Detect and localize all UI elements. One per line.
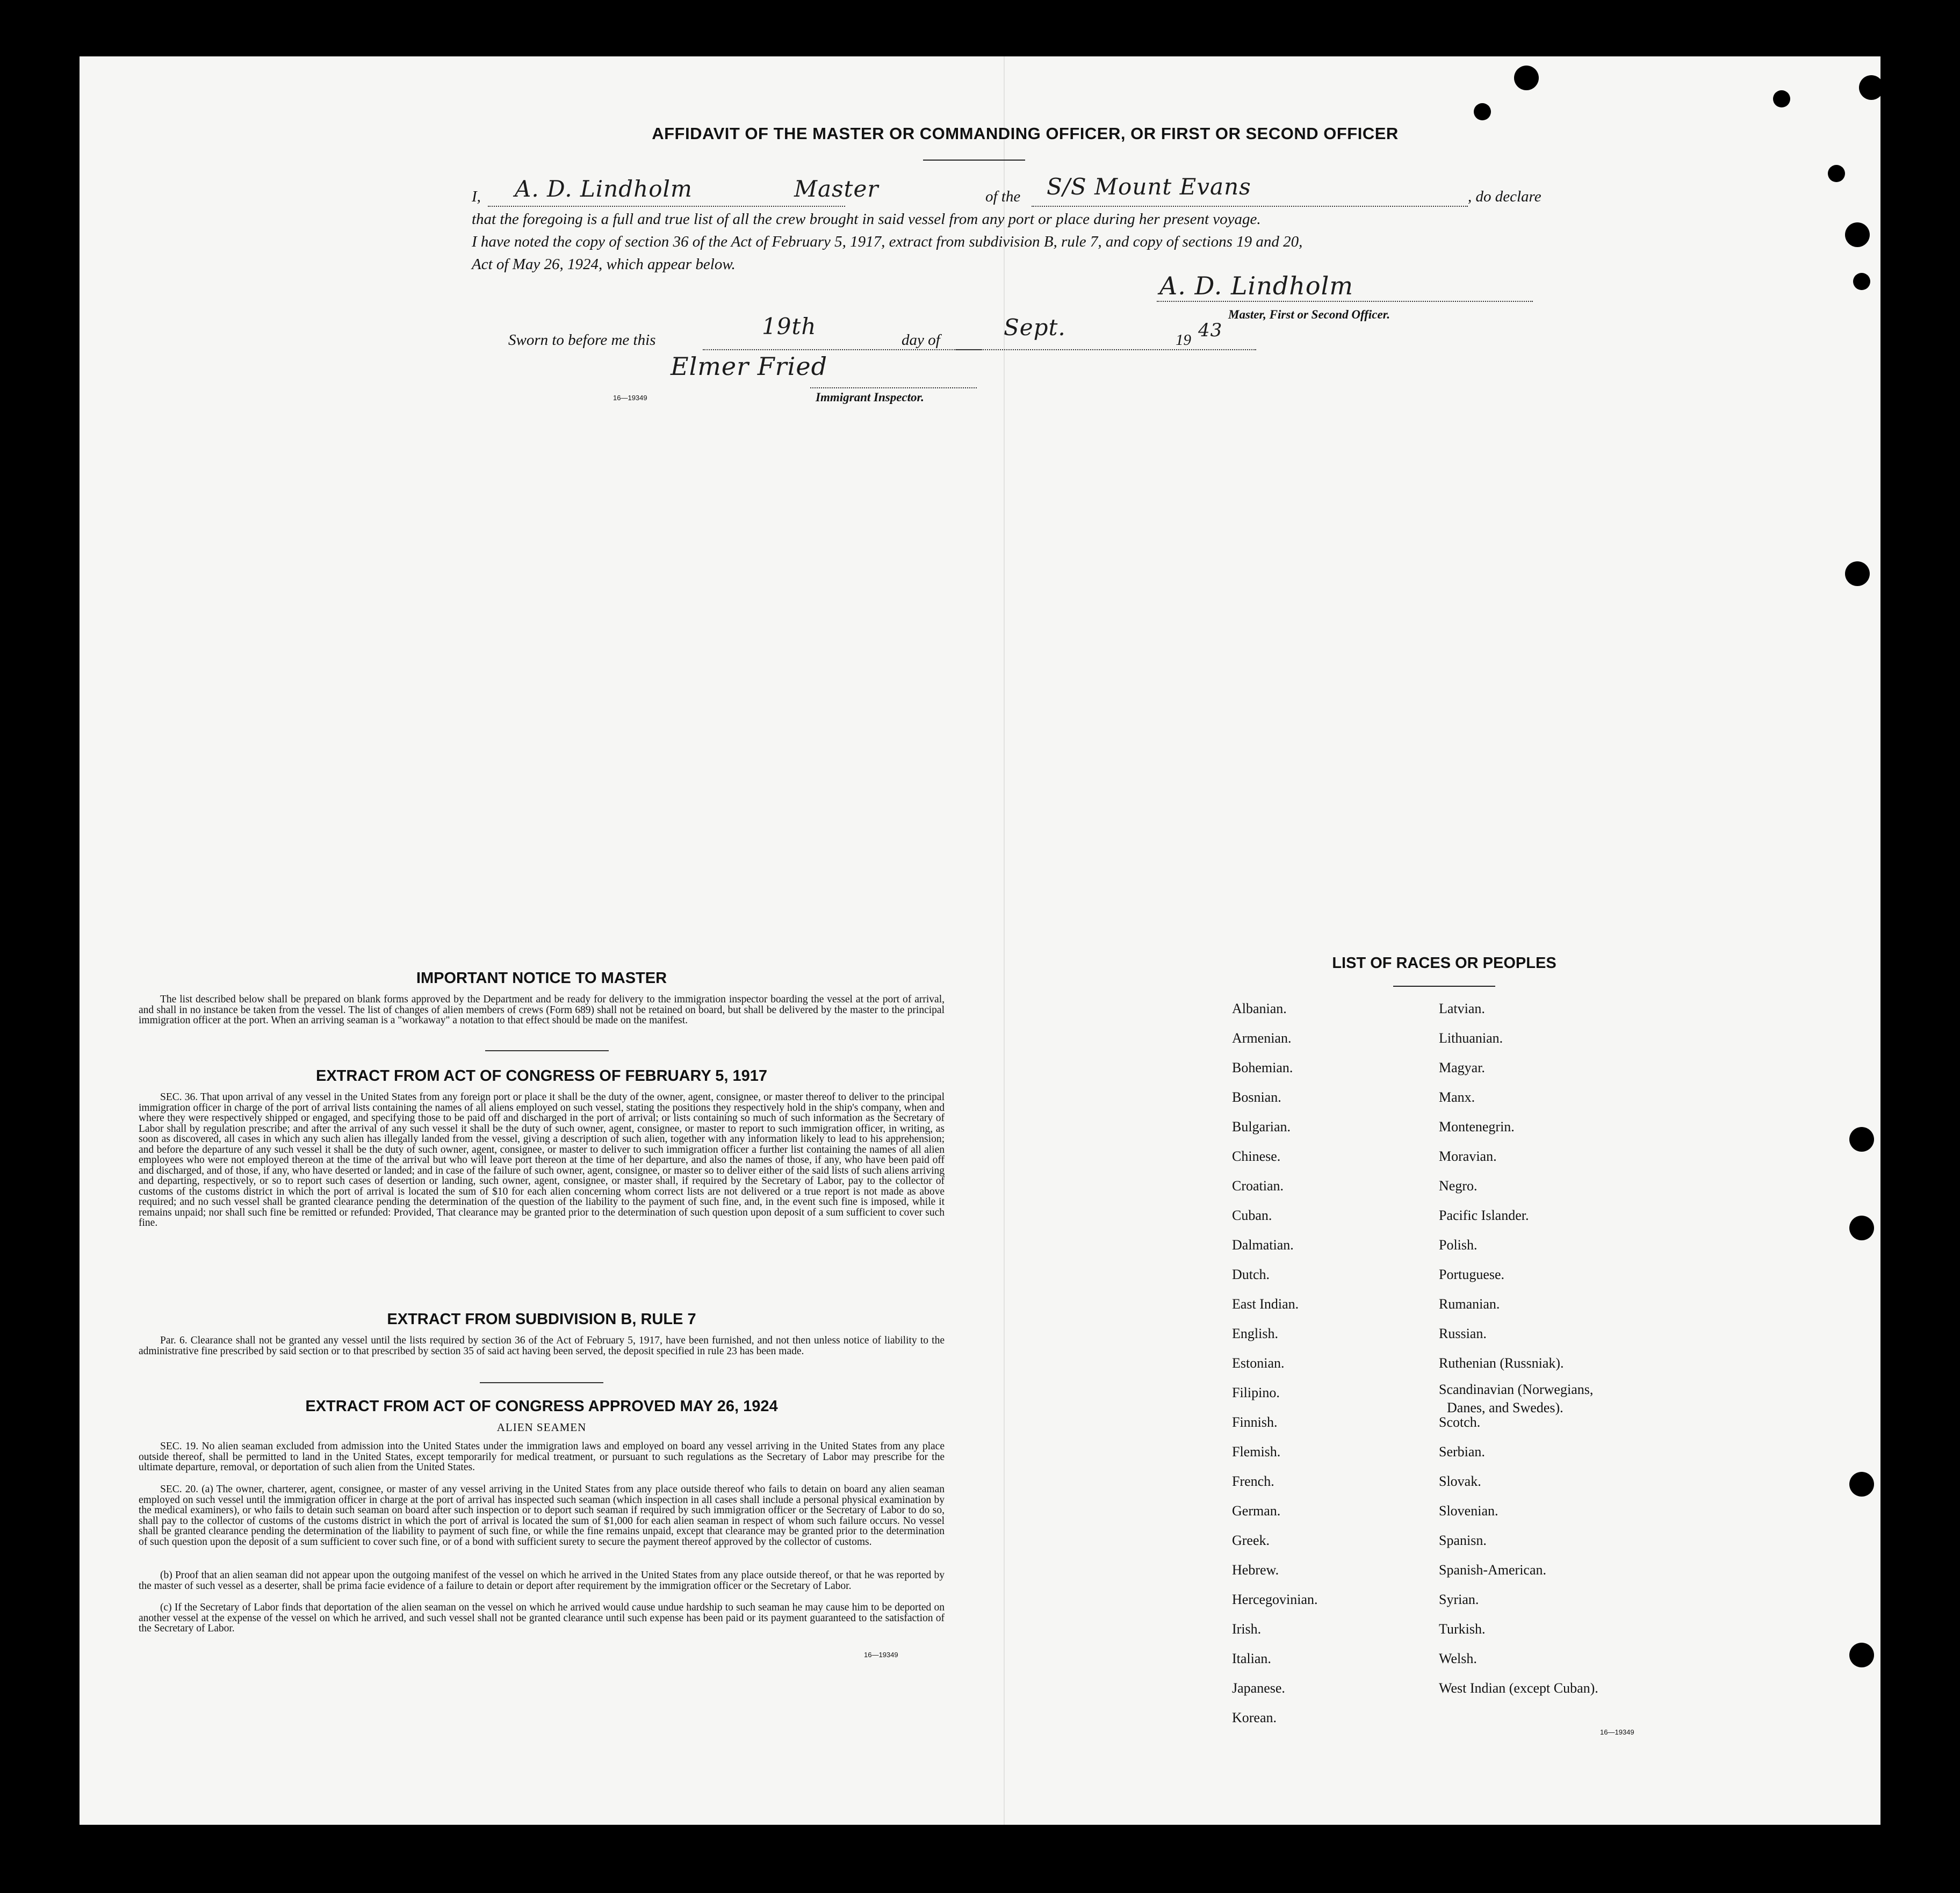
race-item: Albanian. xyxy=(1232,1001,1287,1016)
race-item: Irish. xyxy=(1232,1621,1262,1637)
race-item: Moravian. xyxy=(1439,1148,1497,1164)
race-item: Filipino. xyxy=(1232,1385,1280,1400)
race-item: Negro. xyxy=(1439,1178,1478,1194)
master-signature: A. D. Lindholm xyxy=(1159,271,1353,300)
sec-19-text: SEC. 19. No alien seaman excluded from admission into the United States under the immigration laws and employed on board any vessel arriving in the United States from any place outside thereof, shall be permitted to land in the United States, except temporarily for medical treatment, or pursuant to such regulations as the Secretary of Labor may prescribe for the ultimate departure, removal, or deportation of such alien from the United States. xyxy=(139,1441,945,1473)
race-item: Cuban. xyxy=(1232,1208,1272,1223)
punch-hole xyxy=(1849,1643,1874,1667)
races-rule xyxy=(1393,986,1495,987)
sworn-day-handwriting: 19th xyxy=(762,313,817,339)
extract-1924-title: EXTRACT FROM ACT OF CONGRESS APPROVED MAY 26, 1924 xyxy=(305,1398,778,1415)
signature-caption: Master, First or Second Officer. xyxy=(1228,308,1390,321)
race-item: Chinese. xyxy=(1232,1148,1281,1164)
affidavit-line-2: that the foregoing is a full and true list of all the crew brought in said vessel from any port or place during her present voyage. xyxy=(472,211,1261,228)
race-item: Dalmatian. xyxy=(1232,1237,1294,1253)
punch-hole xyxy=(1849,1472,1874,1497)
inspector-caption: Immigrant Inspector. xyxy=(816,391,924,404)
rule-7-text: Par. 6. Clearance shall not be granted any vessel until the lists required by section 36 of the Act of February 5, 1917, have been furnished, and not then unless notice of liability to the administrative fine prescribed by said section or to that prescribed by section 35 of said act having been served, the deposit specified in rule 23 has been made. xyxy=(139,1335,945,1357)
race-item: Hercegovinian. xyxy=(1232,1592,1318,1607)
sworn-label: Sworn to before me this xyxy=(508,331,656,349)
form-number-right: 16—19349 xyxy=(1600,1728,1634,1736)
race-item: Danes, and Swedes). xyxy=(1447,1400,1563,1415)
race-item: Slovak. xyxy=(1439,1473,1481,1489)
race-item: Spanish-American. xyxy=(1439,1562,1547,1578)
race-item: Montenegrin. xyxy=(1439,1119,1515,1135)
form-sheet xyxy=(80,56,1880,1825)
race-item: Hebrew. xyxy=(1232,1562,1279,1578)
affidavit-line-3: I have noted the copy of section 36 of the Act of February 5, 1917, extract from subdivision B, rule 7, and copy of sections 19 and 20, xyxy=(472,233,1303,250)
race-item: East Indian. xyxy=(1232,1296,1299,1312)
i-label: I, xyxy=(472,188,481,205)
race-item: Slovenian. xyxy=(1439,1503,1498,1519)
sec-20b-text: (b) Proof that an alien seaman did not appear upon the outgoing manifest of the vessel on which he arrived in the United States from any place outside thereof, or that he was reported by the master of such vessel as a deserter, shall be prima facie evidence of a failure to detain or deport after requirement by the immigration officer or the Secretary of Labor. xyxy=(139,1570,945,1592)
name-line xyxy=(488,206,845,207)
race-item: Rumanian. xyxy=(1439,1296,1500,1312)
races-title: LIST OF RACES OR PEOPLES xyxy=(1332,955,1557,972)
title-rule xyxy=(923,160,1025,161)
race-item: Ruthenian (Russniak). xyxy=(1439,1355,1564,1371)
punch-hole xyxy=(1853,273,1870,290)
race-item: Dutch. xyxy=(1232,1267,1270,1282)
race-item: Russian. xyxy=(1439,1326,1487,1341)
form-number-top: 16—19349 xyxy=(613,394,647,402)
day-line xyxy=(703,349,982,350)
of-the-label: of the xyxy=(985,188,1021,205)
race-item: Korean. xyxy=(1232,1710,1277,1725)
race-item: Latvian. xyxy=(1439,1001,1485,1016)
master-rank-handwriting: Master xyxy=(794,176,879,202)
rule-7-title: EXTRACT FROM SUBDIVISION B, RULE 7 xyxy=(387,1311,696,1328)
race-item: Portuguese. xyxy=(1439,1267,1505,1282)
form-number-left: 16—19349 xyxy=(864,1651,898,1659)
race-item: Flemish. xyxy=(1232,1444,1281,1460)
race-item: Bulgarian. xyxy=(1232,1119,1291,1135)
punch-hole xyxy=(1849,1127,1874,1152)
race-item: Estonian. xyxy=(1232,1355,1285,1371)
punch-hole xyxy=(1474,103,1491,120)
race-item: West Indian (except Cuban). xyxy=(1439,1680,1598,1696)
divider-1 xyxy=(485,1050,609,1051)
vessel-line xyxy=(1032,206,1468,207)
punch-hole xyxy=(1849,1216,1874,1240)
alien-seamen-subtitle: ALIEN SEAMEN xyxy=(496,1421,587,1434)
punch-hole xyxy=(1828,165,1845,182)
race-item: Armenian. xyxy=(1232,1030,1292,1046)
punch-hole xyxy=(1845,561,1870,586)
race-item: Welsh. xyxy=(1439,1651,1477,1666)
month-line xyxy=(955,349,1256,350)
race-item: English. xyxy=(1232,1326,1278,1341)
affidavit-title: AFFIDAVIT OF THE MASTER OR COMMANDING OFFICER, OR FIRST OR SECOND OFFICER xyxy=(652,124,1399,143)
do-declare-label: , do declare xyxy=(1468,188,1541,205)
year-prefix: 19 xyxy=(1176,331,1191,349)
race-item: Bohemian. xyxy=(1232,1060,1293,1075)
race-item: Bosnian. xyxy=(1232,1089,1281,1105)
vessel-name-handwriting: S/S Mount Evans xyxy=(1047,174,1251,200)
signature-line xyxy=(1157,301,1533,302)
master-name-handwriting: A. D. Lindholm xyxy=(515,176,693,202)
punch-hole xyxy=(1514,66,1539,90)
race-item: Spanisn. xyxy=(1439,1533,1487,1548)
race-item: Serbian. xyxy=(1439,1444,1485,1460)
extract-1917-text: SEC. 36. That upon arrival of any vessel in the United States from any foreign port or place it shall be the duty of the owner, agent, consignee, or master thereof to deliver to the principal immigration officer in charge of the port of arrival lists containing the names of all aliens employed on such vessel, stating the positions they respectively hold in the ship's company, when and where they were respectively shipped or engaged, and specifying those to be paid off and discharged in the port of arrival; or lists containing so much of such information as the Secretary of Labor shall by regulation prescribe; and after the arrival of any such vessel it shall be the duty of such owner, agent, consignee, or master to report to such immigration officer, in writing, as soon as discovered, all cases in which any such alien has illegally landed from the vessel, giving a description of such alien, together with any information likely to lead to his apprehension; and before the departure of any such vessel it shall be the duty of such owner, agent, consignee, or master to deliver to such immigration officer a further list containing the names of all alien employees who were not employed thereon at the time of the arrival but who will leave port thereon at the time of her departure, and also the names of those, if any, who have been paid off and discharged, and of those, if any, who have deserted or landed; and in case of the failure of such owner, agent, consignee, or master so to deliver either of the said lists of such aliens arriving and departing, respectively, or so to report such cases of desertion or landing, such owner, agent, consignee, or master shall, if required by the Secretary of Labor, pay to the collector of customs of the customs district in which the port of arrival is located the sum of $10 for each alien concerning whom correct lists are not delivered or a true report is not made as above required; and no such vessel shall be granted clearance pending the determination of the question of the liability to the payment of such fine, and, in the event such fine is imposed, while it remains unpaid; nor shall such fine be remitted or refunded: Provided, That clearance may be granted prior to the determination of such question upon deposit of a sum sufficient to cover such fine. xyxy=(139,1092,945,1229)
race-item: Syrian. xyxy=(1439,1592,1479,1607)
day-of-label: day of xyxy=(902,331,940,349)
race-item: Croatian. xyxy=(1232,1178,1284,1194)
race-item: Polish. xyxy=(1439,1237,1478,1253)
punch-hole xyxy=(1859,75,1884,100)
race-item: Magyar. xyxy=(1439,1060,1485,1075)
race-item: Lithuanian. xyxy=(1439,1030,1503,1046)
race-item: Turkish. xyxy=(1439,1621,1486,1637)
year-handwriting: 43 xyxy=(1198,320,1223,341)
race-item: Manx. xyxy=(1439,1089,1475,1105)
sworn-month-handwriting: Sept. xyxy=(1004,314,1066,341)
inspector-line xyxy=(810,387,977,388)
affidavit-line-4: Act of May 26, 1924, which appear below. xyxy=(472,256,736,273)
punch-hole xyxy=(1845,222,1870,247)
extract-1917-title: EXTRACT FROM ACT OF CONGRESS OF FEBRUARY 5, 1917 xyxy=(315,1067,768,1085)
punch-hole xyxy=(1773,90,1790,107)
race-item: Japanese. xyxy=(1232,1680,1285,1696)
divider-2 xyxy=(480,1382,603,1383)
sec-20c-text: (c) If the Secretary of Labor finds that deportation of the alien seaman on the vessel on which he arrived would cause undue hardship to such seaman he may cause him to be deported on another vessel at the expense of the vessel on which he arrived, and such vessel shall not be granted clearance until such expense has been paid or its payment guaranteed to the satisfaction of the Secretary of Labor. xyxy=(139,1602,945,1634)
inspector-signature: Elmer Fried xyxy=(671,352,828,381)
race-item: Italian. xyxy=(1232,1651,1271,1666)
race-item: Scotch. xyxy=(1439,1414,1481,1430)
race-item: Greek. xyxy=(1232,1533,1270,1548)
sec-20a-text: SEC. 20. (a) The owner, charterer, agent, consignee, or master of any vessel arriving in the United States from any place outside thereof who fails to detain on board any alien seaman employed on such vessel until the immigration officer in charge at the port of arrival has inspected such seaman (which inspection in all cases shall include a personal physical examination by the medical examiners), or who fails to detain such seaman on board after such inspection or to deport such seaman if required by such immigration officer or the Secretary of Labor to do so, shall pay to the collector of customs of the customs district in which the port of arrival is located the sum of $1,000 for each alien seaman in respect of whom such failure occurs. No vessel shall be granted clearance pending the determination of the liability to payment of such fine, or while the fine remains unpaid, except that clearance may be granted prior to the determination of such question upon the deposit of a sum sufficient to cover such fine, or of a bond with sufficient surety to secure the payment thereof approved by the collector of customs. xyxy=(139,1484,945,1548)
race-item: German. xyxy=(1232,1503,1281,1519)
notice-text: The list described below shall be prepared on blank forms approved by the Department and be ready for delivery to the immigration inspector boarding the vessel at the port of arrival, and shall in no instance be taken from the vessel. The list of changes of alien members of crews (Form 689) shall not be retained on board, but shall be delivered by the master to the principal immigration officer at the port. When an arriving seaman is a "workaway" a notation to that effect should be made on the manifest. xyxy=(139,994,945,1026)
notice-title: IMPORTANT NOTICE TO MASTER xyxy=(416,970,667,987)
race-item: Pacific Islander. xyxy=(1439,1208,1529,1223)
race-item: Finnish. xyxy=(1232,1414,1278,1430)
race-item: French. xyxy=(1232,1473,1274,1489)
race-item: Scandinavian (Norwegians, xyxy=(1439,1382,1594,1397)
